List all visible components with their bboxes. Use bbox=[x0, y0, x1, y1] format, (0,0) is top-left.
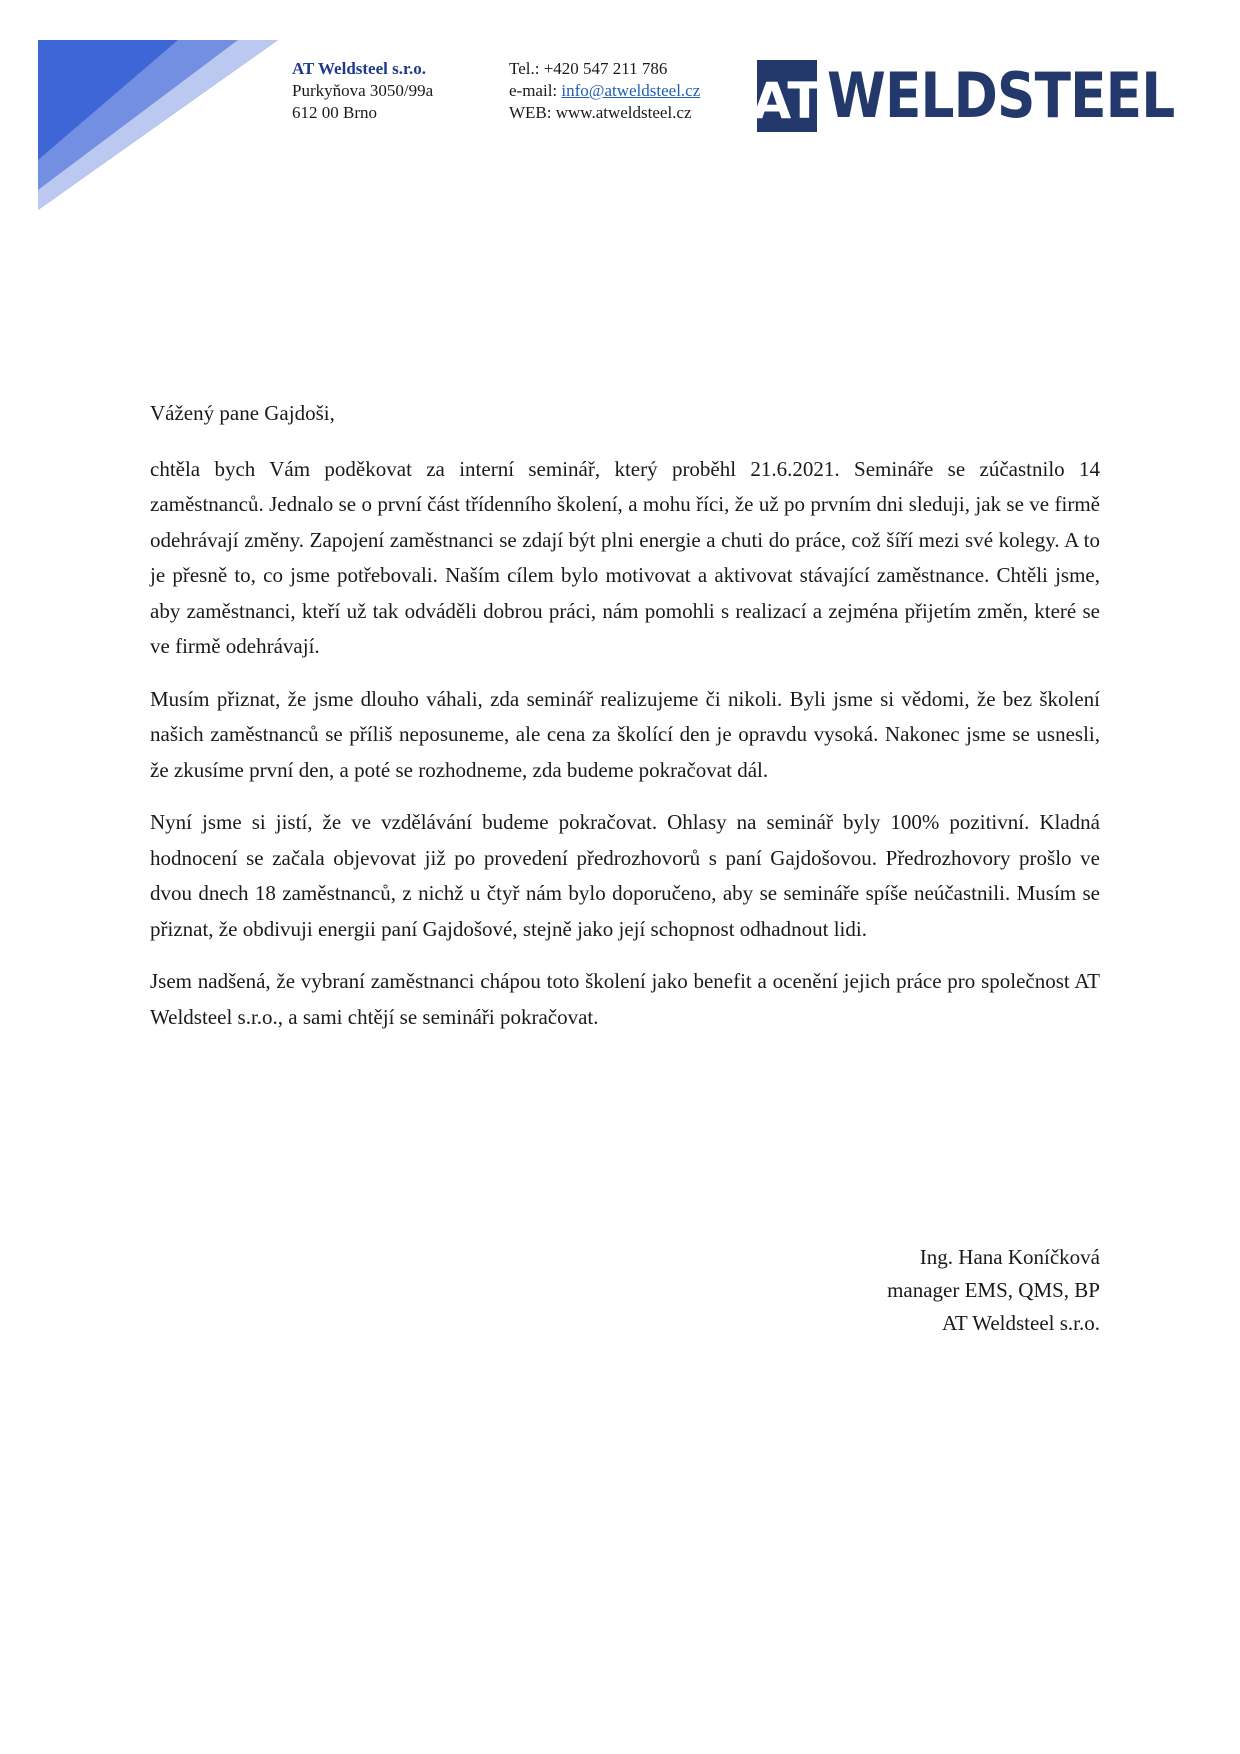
email-line bbox=[509, 80, 700, 102]
logo-mark-text: AT bbox=[752, 72, 822, 130]
logo-mark-icon bbox=[752, 60, 822, 132]
phone-number: Tel.: +420 547 211 786 bbox=[509, 59, 668, 78]
signature-block bbox=[887, 1241, 1100, 1340]
company-address-block bbox=[292, 58, 433, 124]
website: WEB: www.atweldsteel.cz bbox=[509, 103, 692, 122]
signer-name: Ing. Hana Koníčková bbox=[919, 1245, 1100, 1269]
email-label: e-mail: bbox=[509, 81, 562, 100]
weldsteel-logo bbox=[752, 59, 1231, 132]
address-line-city: 612 00 Brno bbox=[292, 103, 377, 122]
salutation: Vážený pane Gajdoši, bbox=[150, 401, 335, 425]
email-link[interactable]: info@atweldsteel.cz bbox=[561, 81, 701, 100]
paragraph-1: chtěla bych Vám poděkovat za interní seminář, který proběhl 21.6.2021. Semináře se zúčastnilo 14 zaměstnanců. Jednalo se o první část třídenního školení, a mohu říci, že už po prvním dni sleduji, jak se ve firmě odehrávají změny. Zapojení zaměstnanci se zdají být plni energie a chuti do práce, což šíří mezi své kolegy. A to je přesně to, co jsme potřebovali. Naším cílem bylo motivovat a aktivovat stávající zaměstnance. Chtěli jsme, aby zaměstnanci, kteří už tak odváděli dobrou práci, nám pomohli s realizací a zejména přijetím změn, které se ve firmě odehrávají. bbox=[150, 456, 1100, 658]
corner-decoration bbox=[38, 40, 278, 210]
paragraph-3: Nyní jsme si jistí, že ve vzdělávání budeme pokračovat. Ohlasy na seminář byly 100% pozitivní. Kladná hodnocení se začala objevovat již po provedení předrozhovorů s paní Gajdošovou. Předrozhovory prošlo ve dvou dnech 18 zaměstnanců, z nichž u čtyř nám bylo doporučeno, aby se semináře spíše neúčastnili. Musím se přiznat, že obdivuji energii paní Gajdošové, stejně jako její schopnost odhadnout lidi. bbox=[150, 810, 1100, 941]
paragraph-2: Musím přiznat, že jsme dlouho váhali, zda seminář realizujeme či nikoli. Byli jsme si vědomi, že bez školení našich zaměstnanců se příliš neposuneme, ale cena za školící den je opravdu vysoká. Nakonec jsme se usnesli, že zkusíme první den, a poté se rozhodneme, zda budeme pokračovat dál. bbox=[150, 686, 1100, 782]
letter-body bbox=[150, 396, 1100, 1052]
signer-role: manager EMS, QMS, BP bbox=[887, 1278, 1100, 1302]
address-line-street: Purkyňova 3050/99a bbox=[292, 81, 434, 100]
contact-block bbox=[509, 58, 700, 124]
paragraph-4: Jsem nadšená, že vybraní zaměstnanci chápou toto školení jako benefit a ocenění jejich práce pro společnost AT Weldsteel s.r.o., a sami chtějí se semináři pokračovat. bbox=[150, 969, 1100, 1029]
signer-company: AT Weldsteel s.r.o. bbox=[942, 1311, 1100, 1335]
logo-text: WELDSTEEL bbox=[827, 59, 1175, 132]
company-name: AT Weldsteel s.r.o. bbox=[292, 59, 426, 78]
